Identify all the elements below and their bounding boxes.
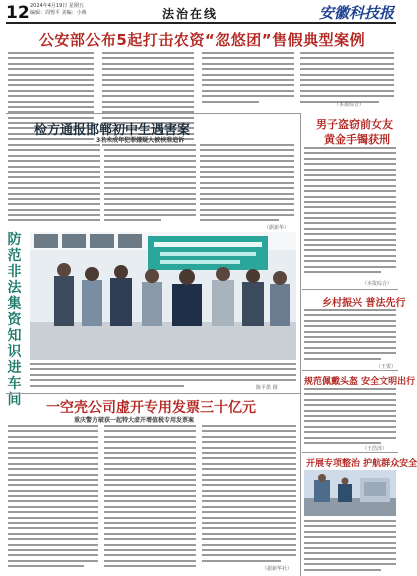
bank-article-col2 [104, 144, 196, 225]
bank-article-subtitle: 3名未成年犯罪嫌疑人被核准追诉 [96, 137, 185, 144]
masthead-logo: 安徽科技报 [318, 4, 394, 22]
main-photo [30, 232, 296, 360]
column-item-body [304, 309, 396, 363]
right-top-article-body [304, 147, 396, 276]
bank-article-title: 检方通报邯郸初中生遇害案 [34, 123, 191, 138]
divider [302, 370, 398, 371]
main-headline: 公安部公布5起打击农资“忽悠团”售假典型案例 [38, 31, 366, 49]
photo-credit: 陈平供 摄 [256, 385, 278, 391]
column-item-title: 规范佩戴头盔 安全文明出行 [304, 377, 416, 387]
main-article-col4 [300, 52, 394, 106]
main-article-col3 [202, 52, 294, 106]
right-top-title-line2: 黄金手镯获刑 [324, 133, 390, 146]
column-item-title: 乡村振兴 普法先行 [322, 298, 406, 309]
bottom-article-byline: （据新华社） [262, 566, 293, 572]
main-article-byline: （本报综合） [334, 102, 365, 108]
vertical-title: 防 范 非 法 集 资 知 识 进 车 间 [7, 232, 22, 408]
bottom-article-subtitle: 重庆警方破获一起特大虚开增值税专用发票案 [74, 417, 195, 424]
issue-info [30, 3, 87, 17]
divider [6, 113, 300, 114]
editor-line: 编辑：周惶平 美编：小蒋 [30, 10, 87, 16]
column-item-body [304, 388, 396, 447]
column-item-photo [304, 470, 396, 516]
bank-article-col1 [8, 144, 100, 225]
divider [6, 393, 300, 394]
bank-article-byline: （据新华） [264, 225, 290, 231]
right-top-byline: （本报综合） [362, 281, 393, 287]
bottom-article-col2 [104, 425, 196, 571]
column-item-byline: （王贺） [376, 364, 397, 370]
divider [302, 289, 398, 290]
bank-article-col3 [200, 144, 294, 225]
column-item-byline: （王浩泽） [362, 446, 388, 452]
column-divider [300, 113, 301, 576]
divider [302, 452, 398, 453]
page-header [0, 0, 402, 26]
right-top-title-line1: 男子盗窃前女友 [316, 118, 393, 131]
column-item-body [304, 520, 396, 574]
bottom-article-title: 一空壳公司虚开专用发票三十亿元 [46, 400, 256, 416]
section-title: 法治在线 [162, 7, 219, 21]
column-item-title: 开展专项整治 护航群众安全 [306, 459, 417, 469]
page-number: 12 [6, 3, 30, 23]
issue-date: 2024年4月19日 星期五 [30, 3, 84, 9]
bottom-article-col1 [8, 425, 98, 571]
header-rule [6, 22, 396, 24]
bottom-article-col3 [202, 425, 296, 565]
